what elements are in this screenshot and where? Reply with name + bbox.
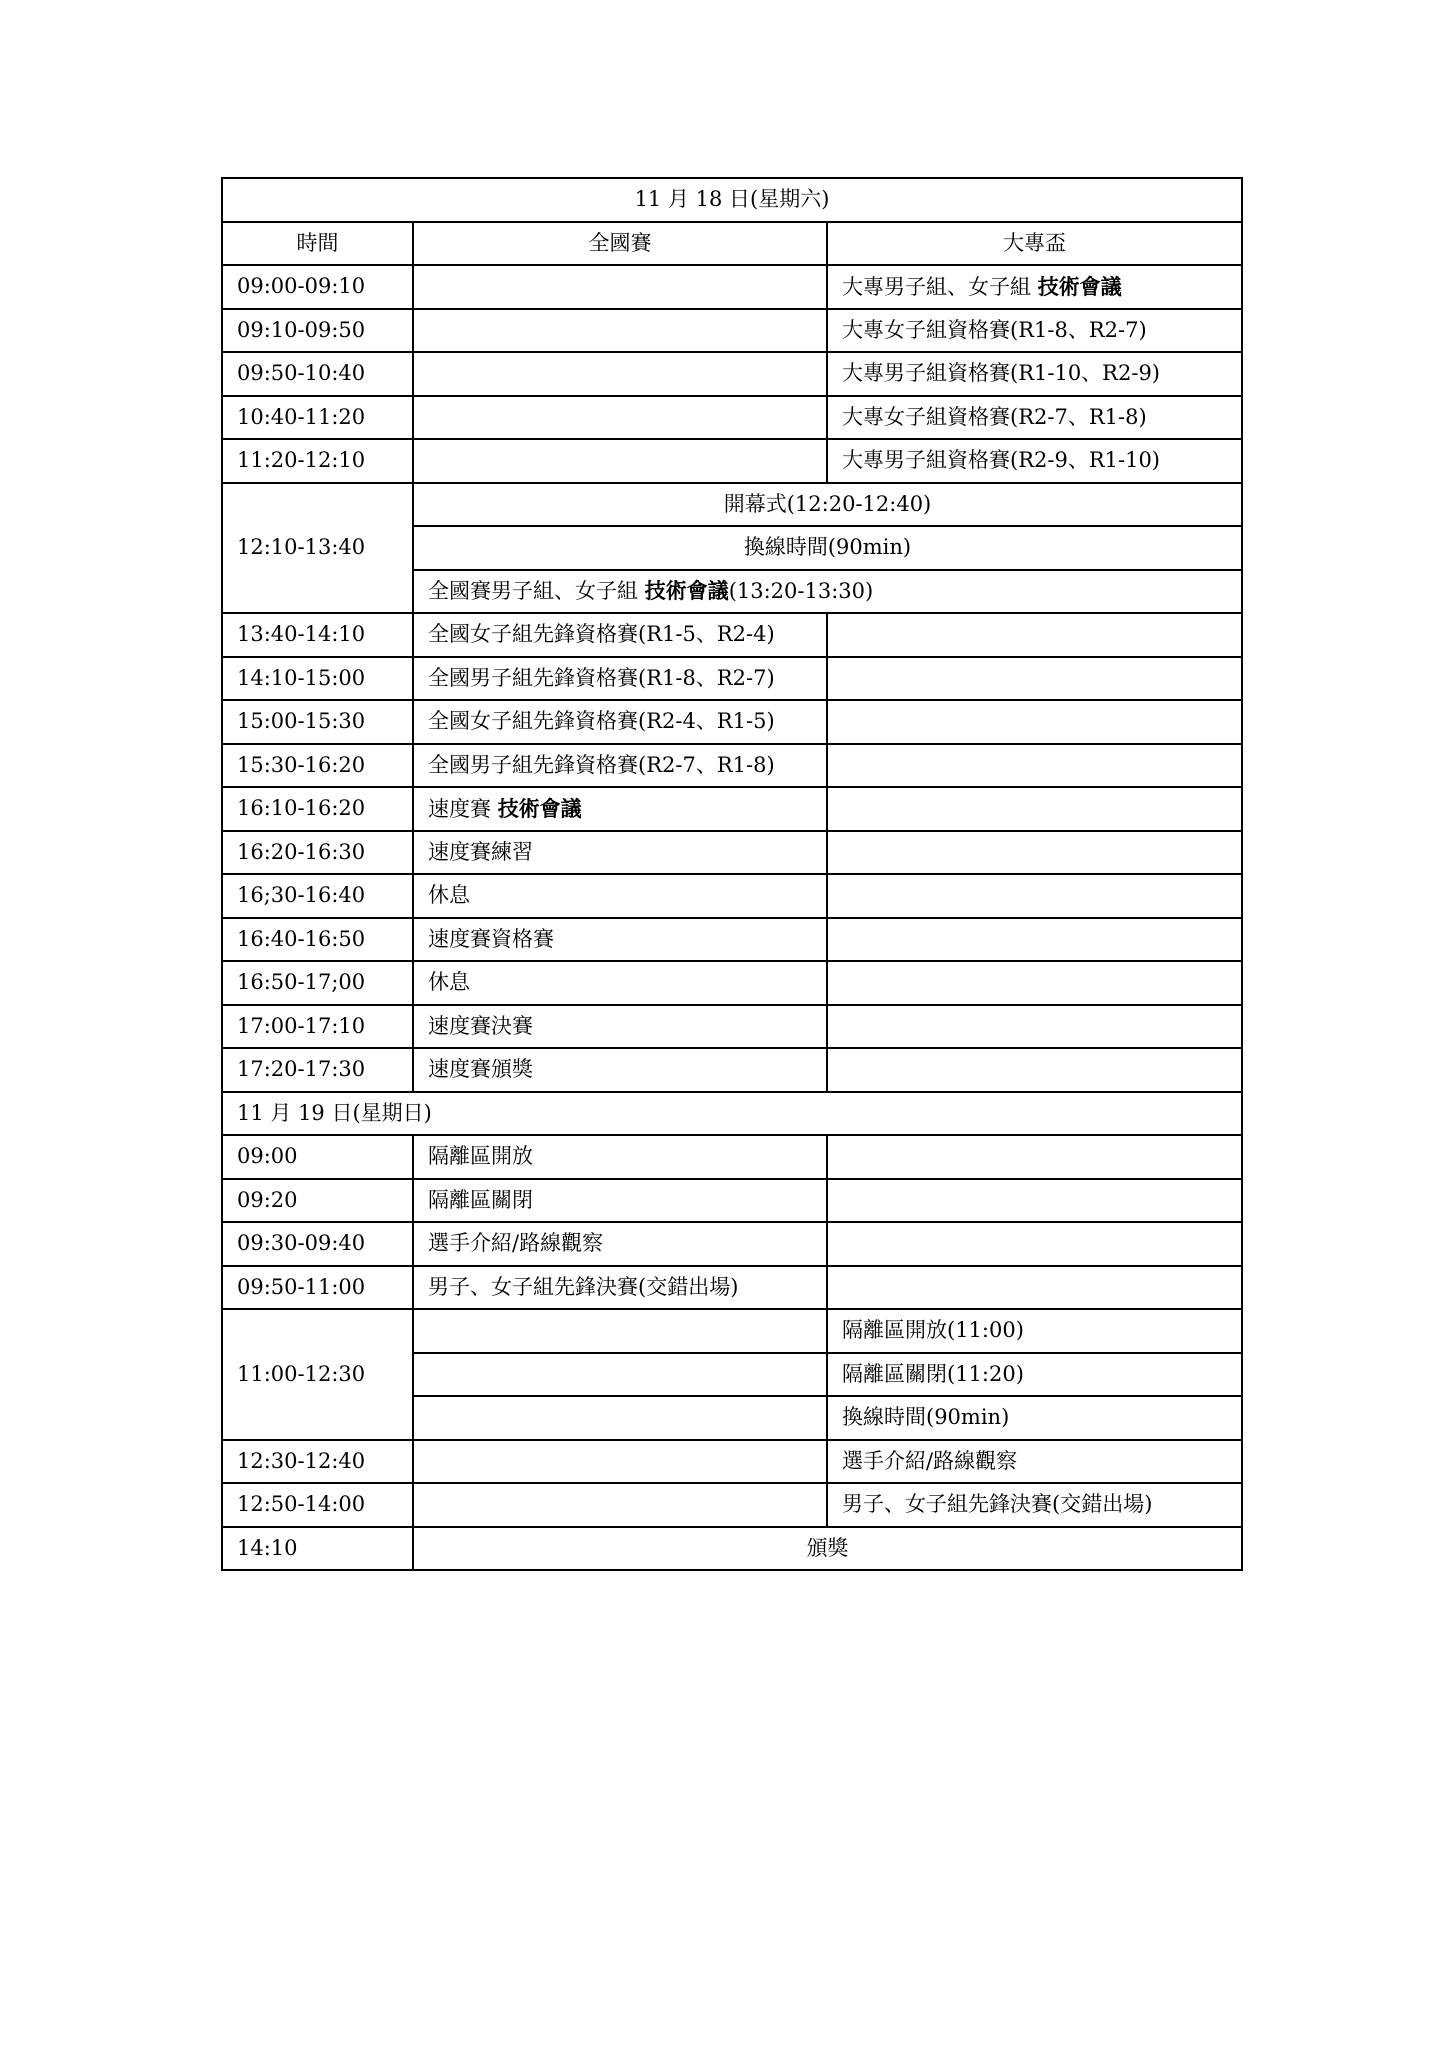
university-cell: 換線時間(90min)	[827, 1396, 1242, 1440]
event-text: 速度賽	[428, 796, 498, 821]
table-row	[222, 1440, 1242, 1484]
national-cell: 速度賽練習	[413, 831, 827, 875]
table-row	[222, 831, 1242, 875]
event-time-text: (13:20-13:30)	[728, 579, 874, 604]
day1-date-cell: 11 月 18 日(星期六)	[222, 178, 1242, 222]
table-row	[222, 961, 1242, 1005]
university-cell	[827, 961, 1242, 1005]
table-row	[222, 918, 1242, 962]
column-header-time: 時間	[222, 222, 413, 266]
award-ceremony-cell: 頒獎	[413, 1527, 1242, 1571]
time-cell: 17:00-17:10	[222, 1005, 413, 1049]
national-cell: 全國男子組先鋒資格賽(R1-8、R2-7)	[413, 657, 827, 701]
national-cell	[413, 1353, 827, 1397]
national-cell	[413, 352, 827, 396]
table-row	[222, 309, 1242, 353]
national-cell	[413, 439, 827, 483]
time-cell: 16:50-17;00	[222, 961, 413, 1005]
university-cell	[827, 657, 1242, 701]
time-cell: 17:20-17:30	[222, 1048, 413, 1092]
time-cell: 12:50-14:00	[222, 1483, 413, 1527]
time-cell: 14:10-15:00	[222, 657, 413, 701]
national-cell: 休息	[413, 874, 827, 918]
time-cell: 11:20-12:10	[222, 439, 413, 483]
opening-ceremony-cell: 開幕式(12:20-12:40)	[413, 483, 1242, 527]
university-cell	[827, 831, 1242, 875]
time-cell: 09:30-09:40	[222, 1222, 413, 1266]
university-cell	[827, 918, 1242, 962]
national-cell	[413, 1440, 827, 1484]
university-cell	[827, 744, 1242, 788]
national-cell: 全國女子組先鋒資格賽(R2-4、R1-5)	[413, 700, 827, 744]
table-row	[222, 1135, 1242, 1179]
time-cell: 09:50-10:40	[222, 352, 413, 396]
time-cell: 14:10	[222, 1527, 413, 1571]
column-header-national: 全國賽	[413, 222, 827, 266]
time-cell: 16:20-16:30	[222, 831, 413, 875]
event-bold-text: 技術會議	[644, 578, 729, 604]
table-row	[222, 352, 1242, 396]
column-header-university: 大專盃	[827, 222, 1242, 266]
national-cell: 速度賽決賽	[413, 1005, 827, 1049]
national-cell	[413, 1483, 827, 1527]
table-row	[222, 396, 1242, 440]
university-cell	[827, 874, 1242, 918]
table-row	[222, 613, 1242, 657]
university-cell	[827, 1222, 1242, 1266]
time-cell: 09:00-09:10	[222, 265, 413, 309]
time-cell: 15:00-15:30	[222, 700, 413, 744]
national-cell	[413, 787, 827, 831]
time-cell: 09:10-09:50	[222, 309, 413, 353]
technical-meeting-cell	[413, 570, 1242, 614]
university-cell: 大專男子組資格賽(R1-10、R2-9)	[827, 352, 1242, 396]
university-cell	[827, 613, 1242, 657]
national-cell: 選手介紹/路線觀察	[413, 1222, 827, 1266]
time-cell: 09:00	[222, 1135, 413, 1179]
event-bold-text: 技術會議	[1037, 273, 1122, 299]
day2-date-cell: 11 月 19 日(星期日)	[222, 1092, 1242, 1136]
national-cell: 速度賽頒獎	[413, 1048, 827, 1092]
time-cell: 16:10-16:20	[222, 787, 413, 831]
day1-date-row	[222, 178, 1242, 222]
national-cell	[413, 1309, 827, 1353]
time-cell: 11:00-12:30	[222, 1309, 413, 1440]
time-cell: 09:50-11:00	[222, 1266, 413, 1310]
university-cell	[827, 1048, 1242, 1092]
university-cell	[827, 787, 1242, 831]
national-cell: 全國女子組先鋒資格賽(R1-5、R2-4)	[413, 613, 827, 657]
time-cell: 09:20	[222, 1179, 413, 1223]
table-row	[222, 874, 1242, 918]
time-cell: 16:40-16:50	[222, 918, 413, 962]
national-cell	[413, 396, 827, 440]
national-cell	[413, 309, 827, 353]
university-cell: 大專女子組資格賽(R2-7、R1-8)	[827, 396, 1242, 440]
table-row	[222, 483, 1242, 527]
time-cell: 13:40-14:10	[222, 613, 413, 657]
event-text: 大專男子組、女子組	[842, 274, 1038, 299]
university-cell	[827, 265, 1242, 309]
national-cell: 男子、女子組先鋒決賽(交錯出場)	[413, 1266, 827, 1310]
time-cell: 16;30-16:40	[222, 874, 413, 918]
table-row	[222, 1266, 1242, 1310]
table-row	[222, 1483, 1242, 1527]
university-cell	[827, 1179, 1242, 1223]
table-row	[222, 439, 1242, 483]
table-row	[222, 1527, 1242, 1571]
university-cell: 大專女子組資格賽(R1-8、R2-7)	[827, 309, 1242, 353]
table-row	[222, 1222, 1242, 1266]
table-row	[222, 657, 1242, 701]
event-text: 全國賽男子組、女子組	[428, 579, 645, 604]
university-cell	[827, 700, 1242, 744]
university-cell	[827, 1005, 1242, 1049]
table-row	[222, 787, 1242, 831]
table-row	[222, 1179, 1242, 1223]
time-cell: 15:30-16:20	[222, 744, 413, 788]
event-bold-text: 技術會議	[497, 795, 582, 821]
university-cell: 大專男子組資格賽(R2-9、R1-10)	[827, 439, 1242, 483]
university-cell	[827, 1135, 1242, 1179]
table-row	[222, 1048, 1242, 1092]
national-cell: 速度賽資格賽	[413, 918, 827, 962]
changeover-cell: 換線時間(90min)	[413, 526, 1242, 570]
table-row	[222, 1309, 1242, 1353]
table-row	[222, 1005, 1242, 1049]
table-row	[222, 700, 1242, 744]
time-cell: 12:10-13:40	[222, 483, 413, 614]
national-cell: 隔離區開放	[413, 1135, 827, 1179]
university-cell: 隔離區關閉(11:20)	[827, 1353, 1242, 1397]
national-cell	[413, 265, 827, 309]
national-cell: 休息	[413, 961, 827, 1005]
national-cell: 隔離區關閉	[413, 1179, 827, 1223]
table-row	[222, 265, 1242, 309]
university-cell: 男子、女子組先鋒決賽(交錯出場)	[827, 1483, 1242, 1527]
time-cell: 10:40-11:20	[222, 396, 413, 440]
time-cell: 12:30-12:40	[222, 1440, 413, 1484]
university-cell: 隔離區開放(11:00)	[827, 1309, 1242, 1353]
national-cell	[413, 1396, 827, 1440]
university-cell: 選手介紹/路線觀察	[827, 1440, 1242, 1484]
schedule-table	[221, 177, 1243, 1571]
table-row	[222, 744, 1242, 788]
national-cell: 全國男子組先鋒資格賽(R2-7、R1-8)	[413, 744, 827, 788]
university-cell	[827, 1266, 1242, 1310]
day2-date-row	[222, 1092, 1242, 1136]
header-row	[222, 222, 1242, 266]
